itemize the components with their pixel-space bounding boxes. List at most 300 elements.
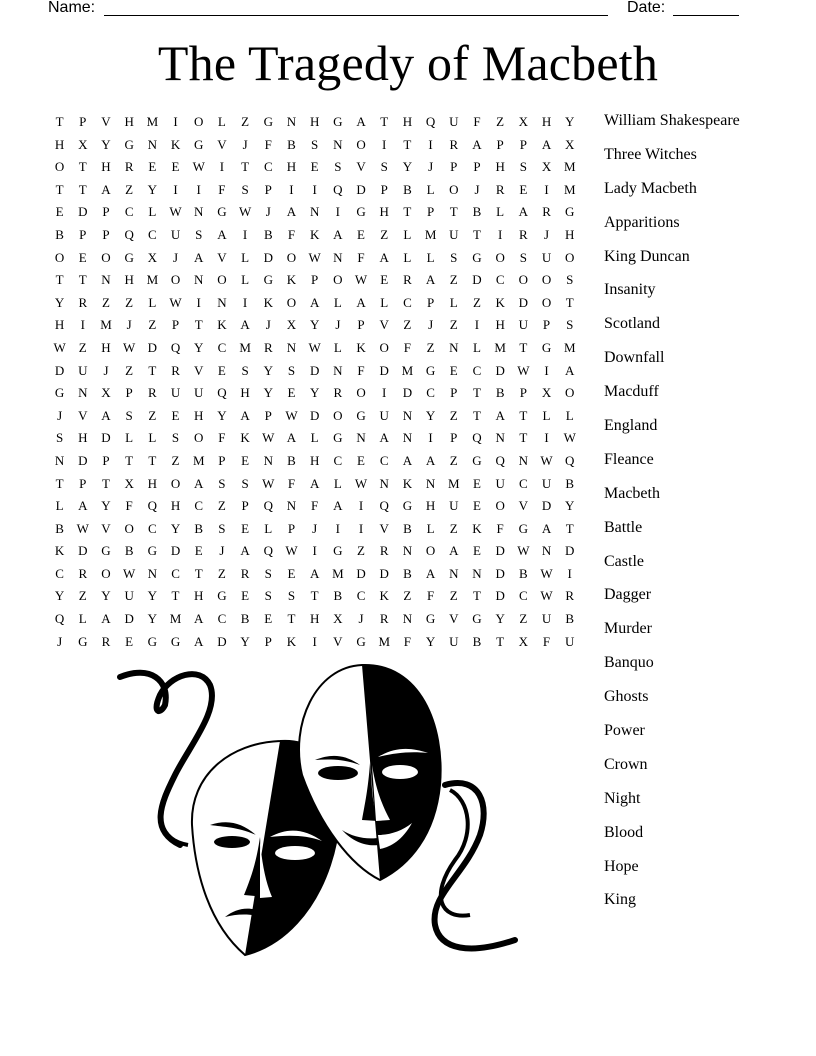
grid-cell[interactable]: Y: [565, 498, 575, 514]
grid-cell[interactable]: T: [472, 407, 481, 423]
grid-cell[interactable]: Q: [333, 181, 343, 197]
grid-cell[interactable]: Q: [565, 452, 575, 468]
grid-cell[interactable]: A: [194, 475, 204, 491]
grid-cell[interactable]: N: [518, 452, 529, 468]
grid-cell[interactable]: L: [125, 430, 134, 446]
grid-cell[interactable]: S: [566, 317, 574, 333]
grid-cell[interactable]: T: [472, 385, 481, 401]
grid-cell[interactable]: V: [379, 520, 389, 536]
grid-cell[interactable]: P: [519, 385, 527, 401]
grid-cell[interactable]: W: [563, 430, 576, 446]
grid-cell[interactable]: O: [495, 249, 505, 265]
grid-cell[interactable]: X: [124, 475, 134, 491]
grid-cell[interactable]: N: [333, 136, 343, 152]
grid-cell[interactable]: G: [170, 633, 181, 649]
grid-cell[interactable]: J: [428, 159, 434, 175]
grid-cell[interactable]: D: [309, 407, 320, 423]
grid-cell[interactable]: P: [241, 498, 249, 514]
grid-cell[interactable]: R: [124, 159, 134, 175]
grid-cell[interactable]: G: [472, 249, 482, 265]
grid-cell[interactable]: M: [192, 452, 205, 468]
grid-cell[interactable]: I: [382, 136, 387, 152]
grid-cell[interactable]: J: [428, 317, 434, 333]
grid-cell[interactable]: O: [495, 498, 505, 514]
grid-cell[interactable]: L: [426, 181, 435, 197]
grid-cell[interactable]: D: [263, 249, 273, 265]
grid-cell[interactable]: T: [78, 272, 87, 288]
grid-cell[interactable]: E: [148, 159, 157, 175]
grid-cell[interactable]: I: [242, 294, 248, 310]
grid-cell[interactable]: P: [426, 294, 435, 310]
grid-cell[interactable]: L: [148, 294, 157, 310]
grid-cell[interactable]: A: [449, 543, 459, 559]
grid-cell[interactable]: C: [379, 452, 389, 468]
grid-cell[interactable]: D: [379, 565, 389, 581]
grid-cell[interactable]: L: [426, 520, 435, 536]
grid-cell[interactable]: R: [403, 272, 412, 288]
grid-cell[interactable]: X: [565, 136, 575, 152]
grid-cell[interactable]: N: [286, 498, 297, 514]
grid-cell[interactable]: J: [358, 611, 364, 627]
grid-cell[interactable]: U: [541, 475, 552, 491]
grid-cell[interactable]: N: [147, 565, 158, 581]
grid-cell[interactable]: U: [449, 498, 459, 514]
grid-cell[interactable]: N: [194, 272, 204, 288]
grid-cell[interactable]: U: [124, 588, 134, 604]
grid-cell[interactable]: U: [518, 317, 529, 333]
grid-cell[interactable]: G: [147, 543, 158, 559]
grid-cell[interactable]: J: [57, 407, 63, 423]
grid-cell[interactable]: Z: [449, 272, 458, 288]
grid-cell[interactable]: O: [54, 249, 65, 265]
grid-cell[interactable]: C: [519, 588, 528, 604]
grid-cell[interactable]: W: [169, 204, 182, 220]
grid-cell[interactable]: M: [332, 565, 344, 581]
grid-cell[interactable]: T: [519, 339, 528, 355]
grid-cell[interactable]: F: [542, 633, 551, 649]
grid-cell[interactable]: A: [309, 565, 320, 581]
grid-cell[interactable]: W: [285, 543, 298, 559]
grid-cell[interactable]: C: [495, 272, 505, 288]
grid-cell[interactable]: W: [123, 565, 136, 581]
grid-cell[interactable]: W: [517, 543, 530, 559]
grid-cell[interactable]: I: [196, 294, 201, 310]
grid-cell[interactable]: P: [450, 430, 458, 446]
grid-cell[interactable]: Z: [403, 588, 412, 604]
grid-cell[interactable]: N: [402, 430, 413, 446]
grid-cell[interactable]: Y: [263, 385, 273, 401]
grid-cell[interactable]: Z: [449, 520, 458, 536]
word-search-grid[interactable]: [48, 112, 581, 654]
grid-cell[interactable]: D: [565, 543, 575, 559]
grid-cell[interactable]: K: [54, 543, 65, 559]
grid-cell[interactable]: G: [333, 114, 343, 129]
grid-cell[interactable]: G: [124, 249, 134, 265]
grid-cell[interactable]: S: [171, 430, 180, 446]
grid-cell[interactable]: K: [402, 475, 413, 491]
grid-cell[interactable]: H: [124, 114, 134, 129]
grid-cell[interactable]: O: [541, 272, 552, 288]
grid-cell[interactable]: G: [147, 633, 158, 649]
grid-cell[interactable]: A: [356, 294, 366, 310]
grid-cell[interactable]: H: [78, 430, 88, 446]
grid-cell[interactable]: K: [495, 294, 505, 310]
grid-cell[interactable]: B: [287, 452, 296, 468]
grid-cell[interactable]: A: [194, 611, 204, 627]
grid-cell[interactable]: A: [565, 362, 575, 378]
grid-cell[interactable]: A: [518, 204, 529, 220]
grid-cell[interactable]: N: [449, 339, 459, 355]
grid-cell[interactable]: T: [171, 588, 180, 604]
grid-cell[interactable]: P: [542, 317, 551, 333]
grid-cell[interactable]: Y: [565, 114, 575, 129]
grid-cell[interactable]: T: [472, 226, 481, 242]
grid-cell[interactable]: T: [194, 565, 203, 581]
grid-cell[interactable]: R: [565, 588, 575, 604]
grid-cell[interactable]: M: [494, 339, 506, 355]
grid-cell[interactable]: P: [102, 226, 110, 242]
grid-cell[interactable]: O: [541, 294, 552, 310]
grid-cell[interactable]: A: [78, 498, 88, 514]
grid-cell[interactable]: O: [425, 543, 436, 559]
grid-cell[interactable]: M: [146, 272, 159, 288]
grid-cell[interactable]: T: [148, 362, 157, 378]
grid-cell[interactable]: P: [496, 136, 504, 152]
grid-cell[interactable]: M: [563, 339, 576, 355]
grid-cell[interactable]: E: [287, 385, 296, 401]
grid-cell[interactable]: S: [264, 588, 272, 604]
grid-cell[interactable]: W: [285, 407, 298, 423]
grid-cell[interactable]: Z: [449, 407, 458, 423]
grid-cell[interactable]: U: [541, 611, 552, 627]
grid-cell[interactable]: H: [309, 611, 320, 627]
grid-cell[interactable]: Y: [263, 362, 273, 378]
grid-cell[interactable]: T: [101, 475, 110, 491]
grid-cell[interactable]: P: [264, 633, 272, 649]
grid-cell[interactable]: F: [496, 520, 504, 536]
grid-cell[interactable]: W: [123, 339, 136, 355]
grid-cell[interactable]: T: [55, 272, 64, 288]
grid-cell[interactable]: Q: [170, 339, 181, 355]
grid-cell[interactable]: W: [540, 565, 553, 581]
grid-cell[interactable]: J: [57, 633, 63, 649]
date-blank-line[interactable]: [673, 15, 739, 16]
grid-cell[interactable]: D: [170, 543, 181, 559]
grid-cell[interactable]: I: [544, 430, 549, 446]
grid-cell[interactable]: N: [101, 272, 111, 288]
grid-cell[interactable]: L: [55, 498, 64, 514]
grid-cell[interactable]: F: [357, 362, 365, 378]
grid-cell[interactable]: O: [333, 272, 343, 288]
grid-cell[interactable]: Q: [495, 452, 505, 468]
grid-cell[interactable]: L: [403, 249, 412, 265]
grid-cell[interactable]: S: [334, 159, 342, 175]
grid-cell[interactable]: E: [519, 181, 528, 197]
grid-cell[interactable]: C: [217, 339, 227, 355]
grid-cell[interactable]: B: [194, 520, 204, 536]
grid-cell[interactable]: U: [449, 226, 459, 242]
grid-cell[interactable]: A: [240, 407, 250, 423]
grid-cell[interactable]: E: [78, 249, 87, 265]
grid-cell[interactable]: S: [241, 181, 249, 197]
grid-cell[interactable]: W: [540, 452, 553, 468]
grid-cell[interactable]: H: [495, 317, 505, 333]
grid-cell[interactable]: L: [472, 339, 481, 355]
grid-cell[interactable]: B: [55, 226, 64, 242]
grid-cell[interactable]: L: [333, 294, 342, 310]
grid-cell[interactable]: I: [312, 543, 317, 559]
grid-cell[interactable]: R: [379, 543, 389, 559]
grid-cell[interactable]: R: [78, 565, 88, 581]
grid-cell[interactable]: C: [263, 159, 273, 175]
grid-cell[interactable]: O: [170, 272, 181, 288]
grid-cell[interactable]: A: [541, 136, 552, 152]
grid-cell[interactable]: F: [287, 226, 296, 242]
grid-cell[interactable]: L: [148, 204, 157, 220]
grid-cell[interactable]: B: [263, 226, 273, 242]
grid-cell[interactable]: T: [55, 114, 64, 129]
grid-cell[interactable]: C: [124, 204, 134, 220]
grid-cell[interactable]: M: [448, 475, 460, 491]
grid-cell[interactable]: H: [286, 159, 297, 175]
grid-cell[interactable]: G: [472, 611, 482, 627]
grid-cell[interactable]: Z: [101, 294, 110, 310]
grid-cell[interactable]: O: [333, 407, 343, 423]
grid-cell[interactable]: Z: [241, 114, 250, 129]
grid-cell[interactable]: W: [540, 588, 553, 604]
grid-cell[interactable]: A: [379, 249, 389, 265]
grid-cell[interactable]: I: [173, 181, 178, 197]
grid-cell[interactable]: U: [379, 407, 389, 423]
grid-cell[interactable]: C: [194, 498, 204, 514]
grid-cell[interactable]: I: [289, 181, 294, 197]
grid-cell[interactable]: M: [169, 611, 182, 627]
grid-cell[interactable]: E: [310, 159, 319, 175]
grid-cell[interactable]: P: [79, 475, 87, 491]
grid-cell[interactable]: D: [495, 565, 505, 581]
grid-cell[interactable]: Z: [171, 452, 180, 468]
grid-cell[interactable]: J: [265, 204, 271, 220]
grid-cell[interactable]: D: [541, 498, 552, 514]
grid-cell[interactable]: T: [403, 204, 412, 220]
grid-cell[interactable]: T: [565, 294, 574, 310]
grid-cell[interactable]: Y: [54, 294, 65, 310]
grid-cell[interactable]: E: [357, 452, 365, 468]
grid-cell[interactable]: M: [239, 339, 251, 355]
grid-cell[interactable]: W: [76, 520, 89, 536]
grid-cell[interactable]: H: [54, 136, 65, 152]
grid-cell[interactable]: T: [55, 475, 64, 491]
grid-cell[interactable]: O: [286, 249, 297, 265]
grid-cell[interactable]: K: [263, 294, 273, 310]
grid-cell[interactable]: P: [450, 159, 458, 175]
grid-cell[interactable]: L: [148, 430, 157, 446]
grid-cell[interactable]: V: [449, 611, 459, 627]
grid-cell[interactable]: I: [544, 181, 549, 197]
grid-cell[interactable]: T: [55, 181, 64, 197]
grid-cell[interactable]: I: [173, 114, 178, 129]
grid-cell[interactable]: K: [356, 339, 366, 355]
grid-cell[interactable]: H: [194, 588, 204, 604]
grid-cell[interactable]: O: [356, 385, 366, 401]
grid-cell[interactable]: O: [101, 249, 111, 265]
grid-cell[interactable]: E: [171, 159, 180, 175]
grid-cell[interactable]: X: [101, 385, 111, 401]
grid-cell[interactable]: L: [333, 339, 342, 355]
grid-cell[interactable]: C: [148, 226, 157, 242]
grid-cell[interactable]: I: [428, 430, 433, 446]
grid-cell[interactable]: O: [101, 565, 111, 581]
grid-cell[interactable]: R: [78, 294, 88, 310]
grid-cell[interactable]: G: [263, 114, 273, 129]
grid-cell[interactable]: L: [217, 114, 226, 129]
grid-cell[interactable]: O: [124, 520, 134, 536]
grid-cell[interactable]: H: [54, 317, 65, 333]
grid-cell[interactable]: T: [241, 159, 250, 175]
grid-cell[interactable]: R: [449, 136, 459, 152]
grid-cell[interactable]: A: [217, 226, 227, 242]
grid-cell[interactable]: N: [147, 136, 158, 152]
grid-cell[interactable]: H: [379, 204, 389, 220]
grid-cell[interactable]: G: [425, 362, 436, 378]
grid-cell[interactable]: G: [356, 407, 366, 423]
grid-cell[interactable]: S: [519, 159, 527, 175]
grid-cell[interactable]: Y: [101, 588, 111, 604]
grid-cell[interactable]: G: [263, 272, 273, 288]
grid-cell[interactable]: H: [194, 407, 204, 423]
grid-cell[interactable]: R: [333, 385, 343, 401]
grid-cell[interactable]: L: [241, 272, 250, 288]
grid-cell[interactable]: W: [238, 204, 252, 220]
grid-cell[interactable]: T: [380, 114, 389, 129]
grid-cell[interactable]: M: [424, 226, 437, 242]
grid-cell[interactable]: W: [53, 339, 66, 355]
grid-cell[interactable]: T: [472, 588, 481, 604]
grid-cell[interactable]: X: [78, 136, 88, 152]
grid-cell[interactable]: A: [309, 294, 320, 310]
grid-cell[interactable]: B: [403, 565, 412, 581]
grid-cell[interactable]: V: [217, 249, 227, 265]
grid-cell[interactable]: V: [356, 159, 366, 175]
grid-cell[interactable]: A: [356, 114, 366, 129]
grid-cell[interactable]: P: [79, 226, 87, 242]
grid-cell[interactable]: Y: [217, 407, 227, 423]
grid-cell[interactable]: O: [286, 294, 297, 310]
grid-cell[interactable]: G: [472, 452, 482, 468]
grid-cell[interactable]: E: [194, 543, 203, 559]
grid-cell[interactable]: A: [286, 430, 297, 446]
grid-cell[interactable]: P: [79, 114, 87, 129]
grid-cell[interactable]: G: [333, 430, 343, 446]
grid-cell[interactable]: P: [102, 452, 110, 468]
grid-cell[interactable]: E: [171, 407, 180, 423]
grid-cell[interactable]: S: [218, 520, 226, 536]
grid-cell[interactable]: Q: [147, 498, 158, 514]
grid-cell[interactable]: G: [78, 633, 88, 649]
grid-cell[interactable]: Z: [217, 498, 226, 514]
grid-cell[interactable]: Y: [147, 181, 158, 197]
grid-cell[interactable]: S: [287, 588, 296, 604]
grid-cell[interactable]: X: [147, 249, 158, 265]
grid-cell[interactable]: N: [449, 565, 459, 581]
grid-cell[interactable]: W: [262, 430, 275, 446]
grid-cell[interactable]: T: [519, 407, 528, 423]
grid-cell[interactable]: D: [356, 181, 366, 197]
grid-cell[interactable]: P: [311, 272, 319, 288]
grid-cell[interactable]: C: [148, 520, 157, 536]
grid-cell[interactable]: M: [401, 362, 414, 378]
grid-cell[interactable]: S: [125, 407, 133, 423]
grid-cell[interactable]: D: [309, 362, 320, 378]
grid-cell[interactable]: T: [148, 452, 157, 468]
grid-cell[interactable]: G: [356, 204, 366, 220]
grid-cell[interactable]: I: [312, 181, 317, 197]
grid-cell[interactable]: D: [379, 362, 389, 378]
grid-cell[interactable]: H: [541, 114, 552, 129]
grid-cell[interactable]: S: [311, 136, 319, 152]
grid-cell[interactable]: F: [426, 588, 435, 604]
grid-cell[interactable]: T: [125, 452, 134, 468]
grid-cell[interactable]: Q: [217, 385, 227, 401]
grid-cell[interactable]: E: [241, 452, 250, 468]
grid-cell[interactable]: N: [286, 339, 297, 355]
grid-cell[interactable]: O: [217, 272, 227, 288]
grid-cell[interactable]: E: [55, 204, 64, 220]
grid-cell[interactable]: Z: [357, 543, 365, 559]
grid-cell[interactable]: P: [264, 407, 272, 423]
grid-cell[interactable]: Z: [125, 181, 134, 197]
grid-cell[interactable]: E: [472, 475, 481, 491]
grid-cell[interactable]: J: [474, 181, 480, 197]
grid-cell[interactable]: O: [449, 181, 459, 197]
grid-cell[interactable]: A: [240, 543, 250, 559]
grid-cell[interactable]: K: [240, 430, 250, 446]
grid-cell[interactable]: U: [170, 226, 181, 242]
grid-cell[interactable]: G: [217, 588, 227, 604]
grid-cell[interactable]: T: [78, 181, 87, 197]
grid-cell[interactable]: B: [519, 565, 528, 581]
grid-cell[interactable]: K: [472, 520, 482, 536]
grid-cell[interactable]: S: [450, 249, 458, 265]
grid-cell[interactable]: P: [171, 317, 180, 333]
grid-cell[interactable]: W: [262, 475, 275, 491]
grid-cell[interactable]: I: [358, 520, 364, 536]
grid-cell[interactable]: H: [101, 339, 111, 355]
grid-cell[interactable]: N: [472, 565, 482, 581]
grid-cell[interactable]: O: [565, 249, 575, 265]
grid-cell[interactable]: R: [263, 339, 273, 355]
grid-cell[interactable]: W: [308, 249, 321, 265]
grid-cell[interactable]: Q: [54, 611, 65, 627]
grid-cell[interactable]: S: [566, 272, 574, 288]
grid-cell[interactable]: Y: [194, 339, 204, 355]
grid-cell[interactable]: X: [541, 385, 552, 401]
grid-cell[interactable]: P: [380, 181, 388, 197]
grid-cell[interactable]: S: [264, 565, 272, 581]
grid-cell[interactable]: A: [425, 565, 436, 581]
grid-cell[interactable]: T: [565, 520, 574, 536]
grid-cell[interactable]: F: [125, 498, 133, 514]
grid-cell[interactable]: Y: [147, 588, 158, 604]
grid-cell[interactable]: O: [379, 339, 389, 355]
grid-cell[interactable]: D: [217, 633, 227, 649]
grid-cell[interactable]: V: [78, 407, 88, 423]
grid-cell[interactable]: U: [565, 633, 575, 649]
grid-cell[interactable]: A: [194, 249, 204, 265]
grid-cell[interactable]: N: [425, 475, 436, 491]
grid-cell[interactable]: N: [495, 430, 505, 446]
grid-cell[interactable]: P: [450, 385, 458, 401]
